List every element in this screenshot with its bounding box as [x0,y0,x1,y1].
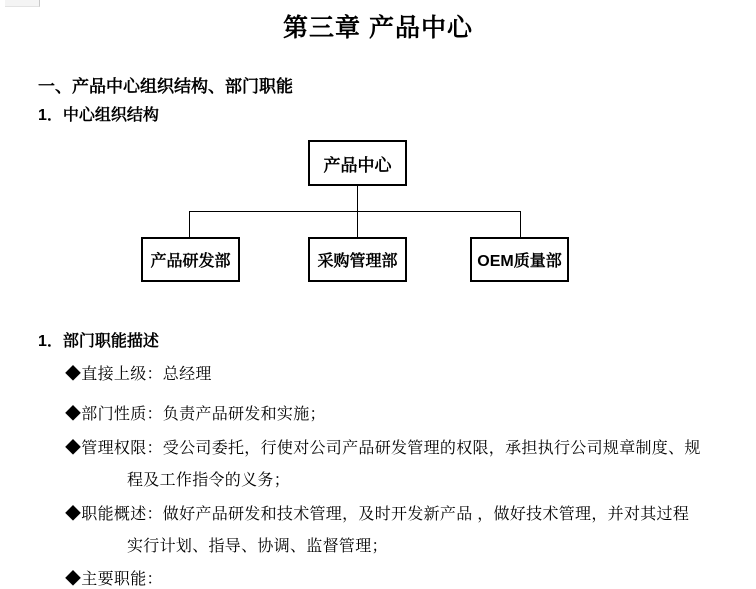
subheading-center-structure: 1．中心组织结构 [38,107,159,124]
bullet-direct-superior: ◆直接上级：总经理 [65,366,212,383]
bullet-management-authority-line1: ◆管理权限：受公司委托，行使对公司产品研发管理的权限，承担执行公司规章制度、规 [65,440,701,457]
org-chart-connector-drop-right [520,211,521,237]
org-chart-root-box: 产品中心 [308,140,407,186]
org-chart-child-box-rd: 产品研发部 [141,237,240,282]
org-chart [0,140,756,285]
bullet-main-duties: ◆主要职能： [65,571,163,588]
bullet-management-authority-line2: 程及工作指令的义务； [127,472,291,489]
bullet-department-nature: ◆部门性质：负责产品研发和实施； [65,406,326,423]
org-chart-child-box-oem-quality: OEM质量部 [470,237,569,282]
page-corner-artifact [5,0,40,7]
org-chart-connector-stem [357,186,358,211]
bullet-function-overview-line1: ◆职能概述：做好产品研发和技术管理，及时开发新产品 ，做好技术管理，并对其过程 [65,506,690,523]
bullet-function-overview-line2: 实行计划、指导、协调、监督管理； [127,538,388,555]
org-chart-child-box-purchasing: 采购管理部 [308,237,407,282]
org-chart-connector-hline [189,211,521,212]
org-chart-connector-drop-left [189,211,190,237]
document-title: 第三章 产品中心 [283,14,473,42]
section-heading: 一、产品中心组织结构、部门职能 [38,77,293,96]
subheading-department-duties: 1．部门职能描述 [38,333,159,350]
org-chart-connector-drop-middle [357,211,358,237]
